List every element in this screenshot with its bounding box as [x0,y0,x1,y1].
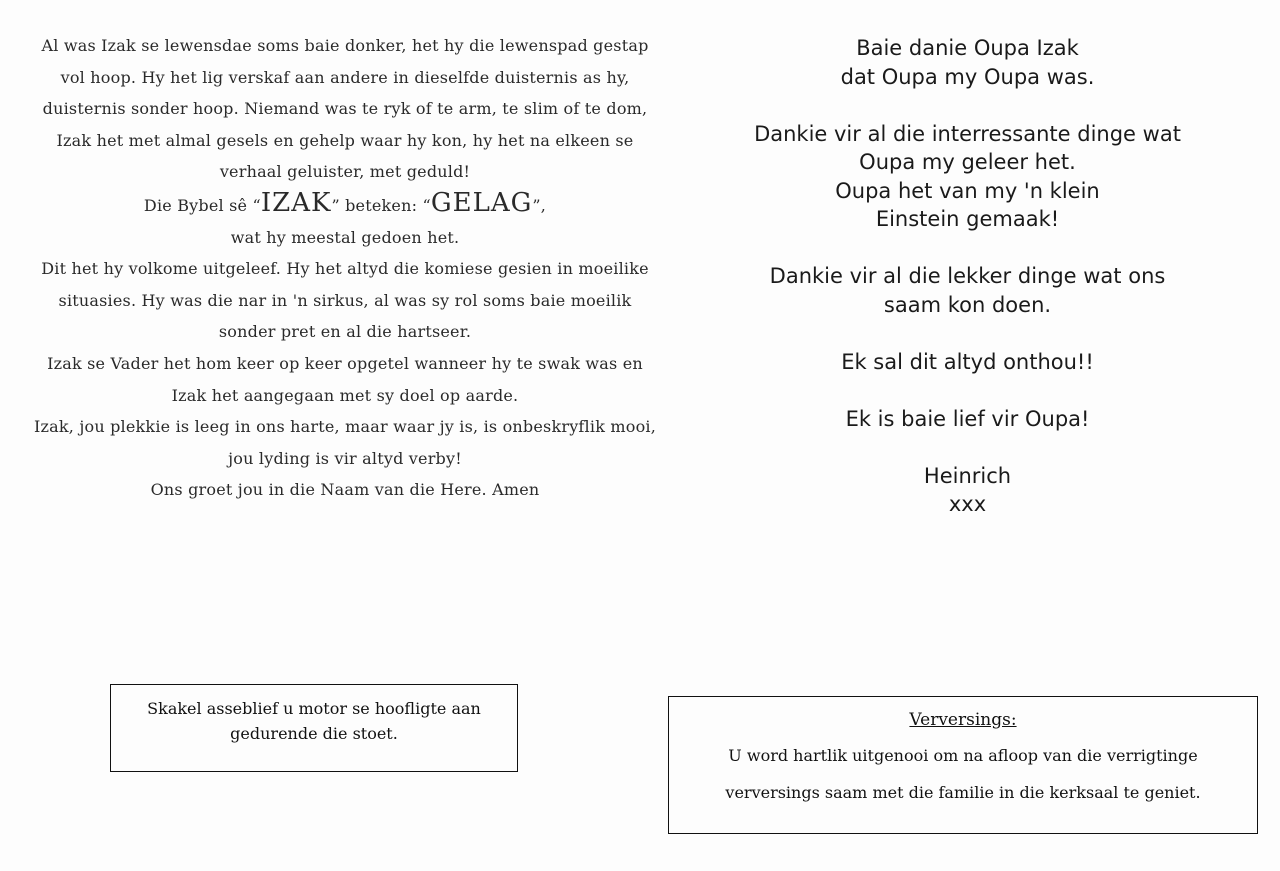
message-line: Dankie vir al die lekker dinge wat ons [769,264,1166,288]
tribute-line: Al was Izak se lewensdae soms baie donker, het hy die lewenspad gestap [41,36,649,55]
refreshments-heading: Verversings: [909,710,1017,730]
message-line: Dankie vir al die interressante dinge wat [754,121,1181,146]
tribute-line: vol hoop. Hy het lig verskaf aan andere in dieselfde duisternis as hy, [60,67,630,87]
refreshments-box [668,696,1258,834]
tribute-line: sonder pret en al die hartseer. [218,322,472,342]
tribute-line: Izak het aangegaan met sy doel op aarde. [171,385,519,405]
refreshments-line: U word hartlik uitgenooi om na afloop van die verrigtinge [728,746,1198,765]
message-line: Ek sal dit altyd onthou!! [841,349,1094,374]
name-gelag: GELAG [430,187,533,218]
tribute-line: Izak se Vader het hom keer op keer opgetel wanneer hy te swak was en [47,353,643,373]
paragraph-gap [700,433,1235,462]
name-meaning-text: Die Bybel sê “ [143,195,261,215]
tribute-line: Izak, jou plekkie is leeg in ons harte, maar waar jy is, is onbeskryflik mooi, [33,417,657,437]
name-izak: IZAK [260,187,332,218]
refreshments-line: verversings saam met die familie in die kerksaal te geniet. [725,783,1201,802]
message-line: Baie danie Oupa Izak [856,36,1079,60]
name-meaning-text: ” beteken: “ [331,195,431,215]
signature-name: Heinrich [923,463,1012,488]
tribute-line: Dit het hy volkome uitgeleef. Hy het altyd die komiese gesien in moeilike [41,259,649,279]
paragraph-gap [700,234,1235,263]
headlights-notice-box [110,684,518,772]
message-line: dat Oupa my Oupa was. [840,64,1095,89]
tribute-closing: Ons groet jou in die Naam van die Here. Amen [150,480,540,500]
name-meaning-line [20,188,670,222]
tribute-line: jou lyding is vir altyd verby! [228,448,462,468]
tribute-line: wat hy meestal gedoen het. [230,227,460,247]
message-line: Ek is baie lief vir Oupa! [845,406,1090,431]
message-line: Oupa het van my 'n klein [835,178,1100,203]
message-line: saam kon doen. [883,292,1052,317]
message-line: Oupa my geleer het. [859,150,1076,174]
tribute-text [20,30,670,506]
signature-kisses: xxx [948,492,987,516]
tribute-line: Izak het met almal gesels en gehelp waar hy kon, hy het na elkeen se [56,130,634,150]
headlights-notice-line: gedurende die stoet. [230,724,398,743]
paragraph-gap [700,319,1235,348]
grandchild-message [700,34,1235,519]
paragraph-gap [700,376,1235,405]
name-meaning-text: ”, [532,195,547,215]
tribute-line: situasies. Hy was die nar in 'n sirkus, al was sy rol soms baie moeilik [58,290,632,310]
paragraph-gap [700,91,1235,120]
tribute-line: verhaal geluister, met geduld! [219,162,471,182]
message-line: Einstein gemaak! [875,207,1060,231]
tribute-line: duisternis sonder hoop. Niemand was te ryk of te arm, te slim of te dom, [42,99,648,119]
headlights-notice-line: Skakel asseblief u motor se hoofligte aan [147,699,481,718]
